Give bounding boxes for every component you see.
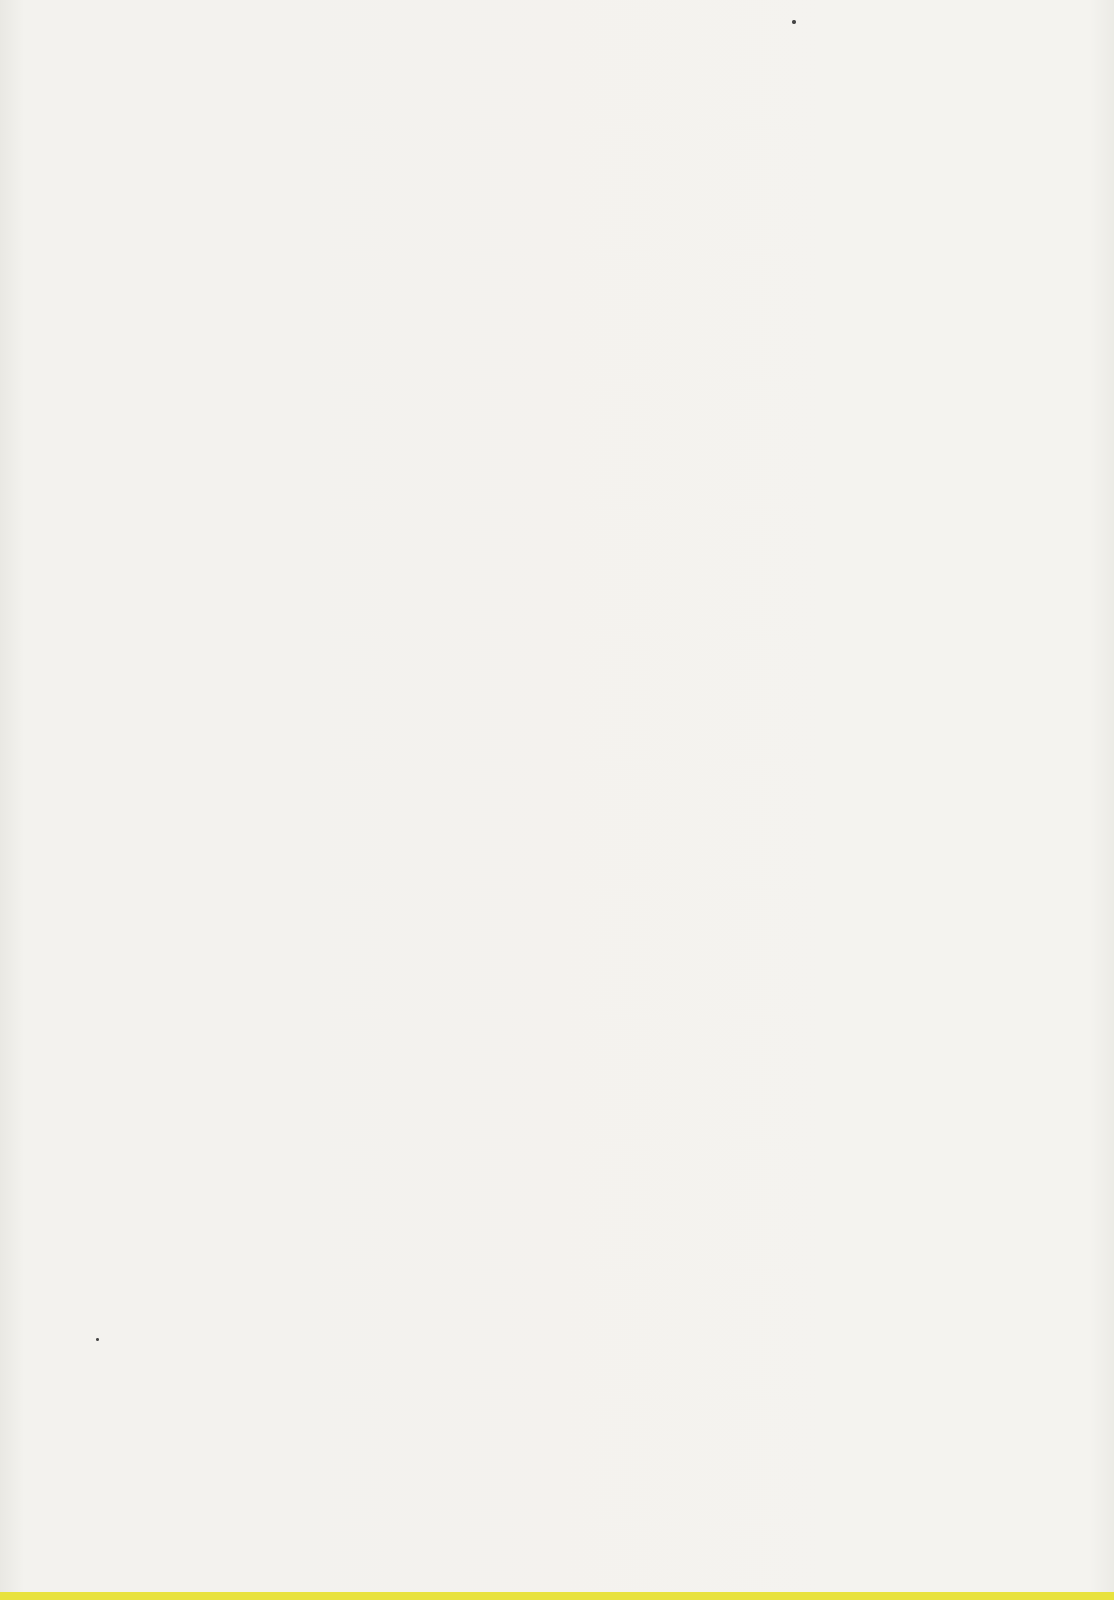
ink-speck: [792, 20, 796, 24]
paragraph-2-last-line: [189, 1139, 1021, 1163]
bottom-edge-strip: [0, 1592, 1114, 1600]
edited-line: [189, 729, 1021, 753]
ink-speck: [96, 1338, 99, 1341]
paragraph-1-last-line: [189, 775, 1021, 799]
